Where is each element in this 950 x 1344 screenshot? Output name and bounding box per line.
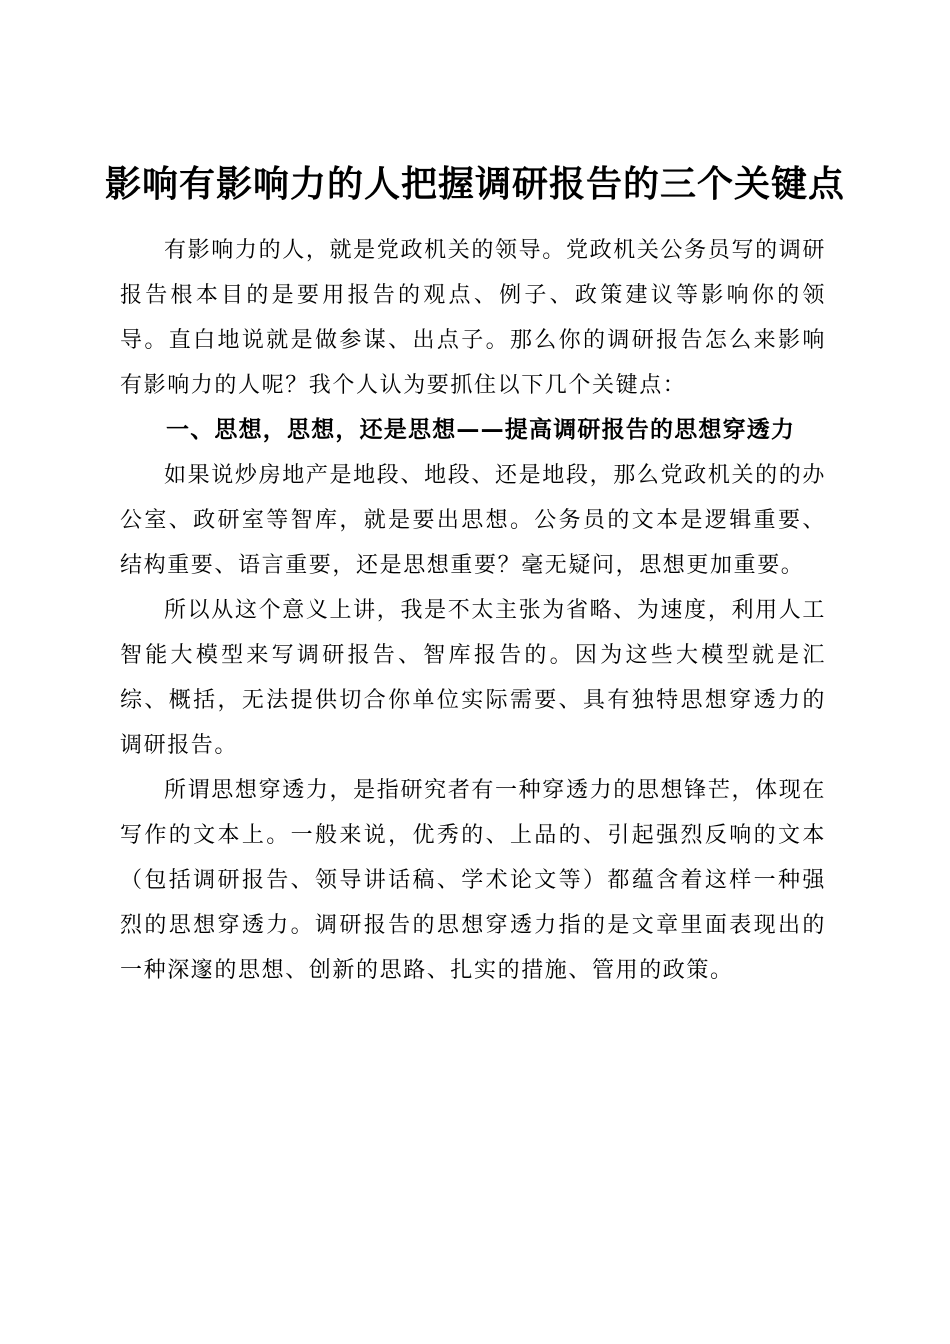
document-body — [120, 228, 826, 993]
paragraph-intro: 有影响力的人，就是党政机关的领导。党政机关公务员写的调研报告根本目的是要用报告的观点、例子、政策建议等影响你的领导。直白地说就是做参谋、出点子。那么你的调研报告怎么来影响有影响力的人呢？我个人认为要抓住以下几个关键点： — [120, 238, 826, 398]
paragraph-4: 所谓思想穿透力，是指研究者有一种穿透力的思想锋芒，体现在写作的文本上。一般来说，优秀的、上品的、引起强烈反响的文本（包括调研报告、领导讲话稿、学术论文等）都蕴含着这样一种强烈的思想穿透力。调研报告的思想穿透力指的是文章里面表现出的一种深邃的思想、创新的思路、扎实的措施、管用的政策。 — [120, 778, 826, 983]
section-heading-1: 一、思想，思想，还是思想——提高调研报告的思想穿透力 — [166, 417, 796, 443]
paragraph-2: 如果说炒房地产是地段、地段、还是地段，那么党政机关的的办公室、政研室等智库，就是要出思想。公务员的文本是逻辑重要、结构重要、语言重要，还是思想重要？毫无疑问，思想更加重要。 — [120, 463, 826, 578]
document-title: 影响有影响力的人把握调研报告的三个关键点 — [104, 163, 845, 206]
paragraph-3: 所以从这个意义上讲，我是不太主张为省略、为速度，利用人工智能大模型来写调研报告、智库报告的。因为这些大模型就是汇综、概括，无法提供切合你单位实际需要、具有独特思想穿透力的调研报告。 — [120, 598, 826, 758]
